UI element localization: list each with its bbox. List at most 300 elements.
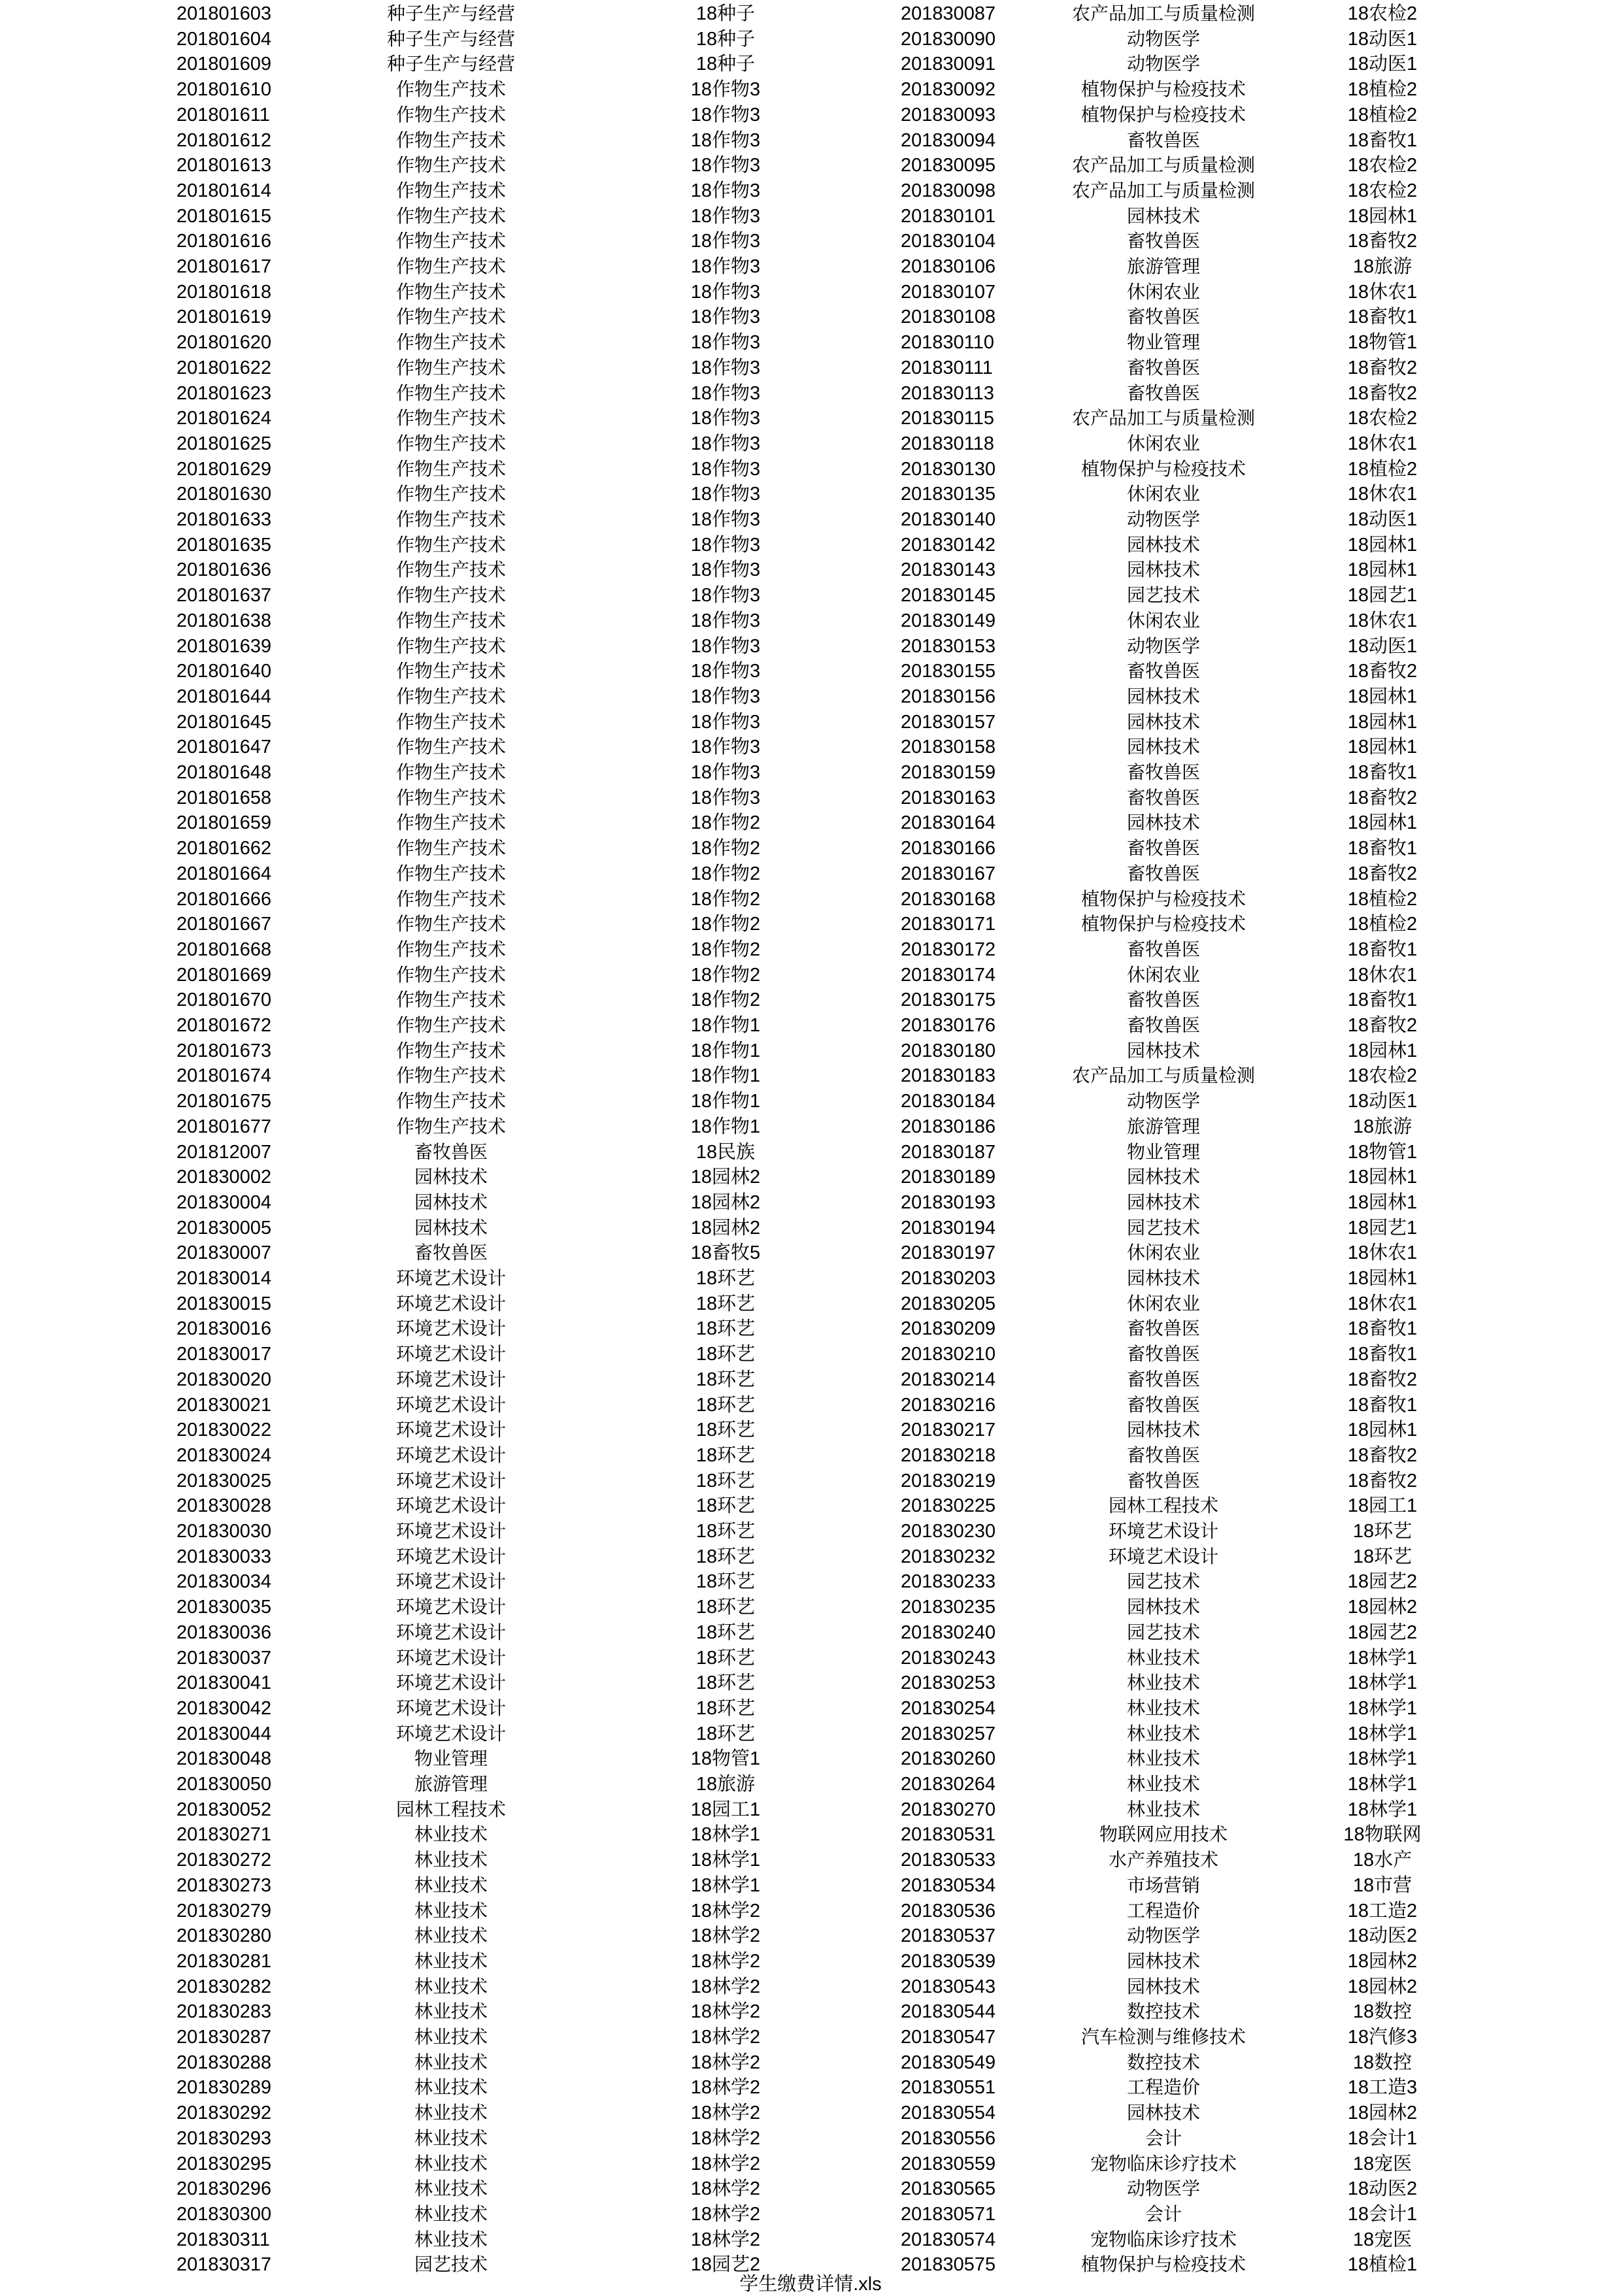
- class-cell: 18休农1: [1347, 1242, 1418, 1264]
- major-cell: 作物生产技术: [395, 938, 506, 960]
- major-cell: 植物保护与检疫技术: [1080, 2254, 1246, 2276]
- table-row: [0, 2126, 1621, 2152]
- class-cell: 18畜牧2: [1347, 357, 1418, 378]
- class-cell: 18环艺: [695, 1344, 756, 1365]
- table-row: [0, 1696, 1621, 1722]
- major-cell: 环境艺术设计: [395, 1318, 506, 1340]
- major-cell: 园林技术: [414, 1166, 488, 1188]
- major-cell: 林业技术: [414, 1950, 488, 1972]
- table-row: [0, 1, 1621, 27]
- student-id-cell: 201830113: [901, 382, 995, 404]
- major-cell: 会计: [1145, 2203, 1182, 2225]
- major-cell: 作物生产技术: [395, 432, 506, 454]
- student-id-cell: 201830288: [176, 2052, 272, 2073]
- student-id-cell: 201830106: [901, 256, 996, 277]
- class-cell: 18休农1: [1347, 484, 1418, 505]
- student-id-cell: 201801662: [176, 838, 272, 859]
- student-id-cell: 201830565: [901, 2178, 996, 2200]
- class-cell: 18环艺: [695, 1268, 756, 1289]
- major-cell: 植物保护与检疫技术: [1080, 913, 1246, 935]
- class-cell: 18园工1: [1347, 1495, 1418, 1517]
- class-cell: 18数控: [1352, 2052, 1412, 2073]
- table-row: [0, 1923, 1621, 1949]
- student-id-cell: 201830186: [901, 1116, 996, 1137]
- student-id-cell: 201830233: [901, 1571, 996, 1593]
- student-id-cell: 201830052: [176, 1799, 272, 1820]
- major-cell: 作物生产技术: [395, 407, 506, 429]
- class-cell: 18农检2: [1347, 1065, 1418, 1087]
- class-cell: 18畜牧2: [1347, 1444, 1418, 1466]
- student-id-cell: 201830167: [901, 863, 996, 884]
- major-cell: 宠物临床诊疗技术: [1090, 2228, 1237, 2250]
- table-row: [0, 1469, 1621, 1494]
- major-cell: 作物生产技术: [395, 1014, 506, 1036]
- class-cell: 18会计1: [1347, 2127, 1418, 2149]
- table-row: [0, 1240, 1621, 1266]
- class-cell: 18休农1: [1347, 964, 1418, 986]
- student-id-cell: 201830025: [176, 1470, 272, 1491]
- class-cell: 18林学1: [1347, 1647, 1418, 1669]
- class-cell: 18民族: [695, 1141, 756, 1163]
- class-cell: 18林学2: [690, 2052, 761, 2073]
- student-id-cell: 201830243: [901, 1647, 996, 1669]
- class-cell: 18作物3: [690, 711, 761, 733]
- major-cell: 作物生产技术: [395, 837, 506, 859]
- class-cell: 18休农1: [1347, 433, 1418, 454]
- major-cell: 林业技术: [1126, 1798, 1200, 1820]
- class-cell: 18种子: [695, 28, 756, 50]
- major-cell: 动物医学: [1126, 1925, 1200, 1947]
- major-cell: 作物生产技术: [395, 761, 506, 783]
- major-cell: 园林技术: [414, 1216, 488, 1239]
- major-cell: 水产养殖技术: [1108, 1849, 1218, 1871]
- class-cell: 18植检1: [1347, 2254, 1418, 2276]
- student-id-cell: 201801614: [176, 180, 272, 201]
- major-cell: 作物生产技术: [395, 78, 506, 101]
- student-id-cell: 201830254: [901, 1697, 996, 1719]
- student-id-cell: 201801630: [176, 484, 272, 505]
- major-cell: 畜牧兽医: [1126, 1444, 1200, 1466]
- student-id-cell: 201830149: [901, 610, 996, 631]
- major-cell: 作物生产技术: [395, 205, 506, 227]
- table-row: [0, 1746, 1621, 1772]
- major-cell: 数控技术: [1126, 2001, 1200, 2023]
- class-cell: 18作物2: [690, 939, 761, 960]
- major-cell: 畜牧兽医: [1126, 129, 1200, 151]
- student-id-cell: 201801668: [176, 939, 272, 960]
- table-row: [0, 608, 1621, 634]
- student-id-cell: 201830094: [901, 129, 996, 151]
- major-cell: 园林技术: [1126, 1596, 1200, 1618]
- student-id-cell: 201830536: [901, 1900, 996, 1922]
- student-id-cell: 201830554: [901, 2103, 996, 2124]
- class-cell: 18林学1: [690, 1824, 761, 1846]
- student-id-cell: 201830163: [901, 787, 996, 808]
- class-cell: 18物管1: [1347, 332, 1418, 354]
- table-row: [0, 2152, 1621, 2177]
- class-cell: 18作物1: [690, 1040, 761, 1061]
- major-cell: 作物生产技术: [395, 129, 506, 151]
- major-cell: 园林技术: [1126, 685, 1200, 707]
- table-row: [0, 305, 1621, 330]
- class-cell: 18畜牧1: [1347, 1344, 1418, 1365]
- table-row: [0, 229, 1621, 254]
- class-cell: 18环艺: [695, 1521, 756, 1542]
- student-id-cell: 201830021: [176, 1394, 272, 1416]
- class-cell: 18畜牧1: [1347, 762, 1418, 783]
- major-cell: 作物生产技术: [395, 685, 506, 707]
- table-row: [0, 1266, 1621, 1291]
- major-cell: 休闲农业: [1126, 1242, 1200, 1264]
- major-cell: 园林技术: [1126, 710, 1200, 733]
- class-cell: 18园林1: [1347, 1040, 1418, 1061]
- table-row: [0, 52, 1621, 77]
- major-cell: 园林技术: [1126, 2102, 1200, 2124]
- student-id-cell: 201830193: [901, 1191, 996, 1213]
- major-cell: 环境艺术设计: [1108, 1545, 1218, 1567]
- student-id-cell: 201830575: [901, 2254, 996, 2276]
- class-cell: 18畜牧2: [1347, 1015, 1418, 1036]
- major-cell: 林业技术: [414, 2228, 488, 2250]
- major-cell: 种子生产与经营: [386, 53, 515, 75]
- table-row: [0, 1722, 1621, 1747]
- major-cell: 园林工程技术: [1108, 1495, 1218, 1517]
- class-cell: 18畜牧2: [1347, 863, 1418, 884]
- student-id-cell: 201801623: [176, 382, 272, 404]
- student-id-cell: 201830016: [176, 1318, 272, 1340]
- table-row: [0, 583, 1621, 608]
- table-row: [0, 178, 1621, 204]
- major-cell: 作物生产技术: [395, 306, 506, 328]
- class-cell: 18农检2: [1347, 3, 1418, 24]
- student-id-cell: 201830155: [901, 661, 996, 682]
- major-cell: 环境艺术设计: [395, 1495, 506, 1517]
- student-id-cell: 201801672: [176, 1015, 272, 1036]
- major-cell: 环境艺术设计: [1108, 1520, 1218, 1542]
- major-cell: 畜牧兽医: [1126, 1368, 1200, 1390]
- table-row: [0, 1418, 1621, 1443]
- major-cell: 畜牧兽医: [1126, 989, 1200, 1011]
- major-cell: 林业技术: [414, 1899, 488, 1922]
- student-id-cell: 201830296: [176, 2178, 272, 2200]
- class-cell: 18林学2: [690, 1900, 761, 1922]
- student-id-cell: 201830092: [901, 79, 996, 101]
- class-cell: 18作物3: [690, 635, 761, 657]
- class-cell: 18林学2: [690, 2203, 761, 2225]
- major-cell: 林业技术: [1126, 1773, 1200, 1795]
- student-id-cell: 201801622: [176, 357, 272, 378]
- student-id-cell: 201830282: [176, 1976, 272, 1997]
- table-row: [0, 1089, 1621, 1114]
- major-cell: 作物生产技术: [395, 989, 506, 1011]
- class-cell: 18园林1: [1347, 686, 1418, 707]
- student-id-cell: 201830172: [901, 939, 996, 960]
- major-cell: 环境艺术设计: [395, 1343, 506, 1365]
- class-cell: 18园林1: [1347, 1420, 1418, 1441]
- student-id-cell: 201830531: [901, 1824, 996, 1846]
- class-cell: 18园艺2: [1347, 1622, 1418, 1643]
- table-row: [0, 1316, 1621, 1342]
- major-cell: 林业技术: [414, 2127, 488, 2149]
- major-cell: 林业技术: [414, 2001, 488, 2023]
- major-cell: 数控技术: [1126, 2051, 1200, 2073]
- major-cell: 作物生产技术: [395, 963, 506, 986]
- student-id-cell: 201830218: [901, 1444, 996, 1466]
- class-cell: 18作物3: [690, 559, 761, 581]
- class-cell: 18作物3: [690, 180, 761, 201]
- major-cell: 林业技术: [414, 1823, 488, 1846]
- major-cell: 畜牧兽医: [1126, 837, 1200, 859]
- major-cell: 休闲农业: [1126, 1292, 1200, 1314]
- major-cell: 动物医学: [1126, 1090, 1200, 1112]
- table-row: [0, 1646, 1621, 1671]
- class-cell: 18植检2: [1347, 79, 1418, 101]
- student-id-cell: 201801603: [176, 3, 272, 24]
- major-cell: 汽车检测与维修技术: [1080, 2026, 1246, 2048]
- table-row: [0, 1620, 1621, 1646]
- student-id-cell: 201830156: [901, 686, 996, 707]
- student-id-cell: 201830273: [176, 1874, 272, 1896]
- class-cell: 18动医1: [1347, 1091, 1418, 1112]
- student-id-cell: 201830140: [901, 509, 996, 530]
- major-cell: 旅游管理: [1126, 256, 1200, 277]
- student-id-cell: 201830293: [176, 2127, 272, 2149]
- student-id-cell: 201830287: [176, 2027, 272, 2048]
- table-row: [0, 1291, 1621, 1317]
- class-cell: 18作物3: [690, 357, 761, 378]
- major-cell: 作物生产技术: [395, 154, 506, 176]
- major-cell: 作物生产技术: [395, 256, 506, 277]
- student-id-cell: 201830111: [901, 357, 993, 378]
- student-id-cell: 201830142: [901, 534, 996, 556]
- class-cell: 18作物3: [690, 155, 761, 176]
- student-id-cell: 201801612: [176, 129, 272, 151]
- table-row: [0, 1822, 1621, 1848]
- table-row: [0, 1949, 1621, 1974]
- class-cell: 18作物3: [690, 762, 761, 783]
- class-cell: 18林学2: [690, 2027, 761, 2048]
- table-row: [0, 330, 1621, 356]
- student-id-cell: 201830166: [901, 838, 996, 859]
- class-cell: 18作物3: [690, 307, 761, 328]
- table-row: [0, 431, 1621, 457]
- class-cell: 18畜牧2: [1347, 1470, 1418, 1491]
- class-cell: 18动医1: [1347, 635, 1418, 657]
- student-id-cell: 201830135: [901, 484, 996, 505]
- class-cell: 18休农1: [1347, 281, 1418, 303]
- student-id-cell: 201830547: [901, 2027, 996, 2048]
- class-cell: 18作物3: [690, 281, 761, 303]
- major-cell: 休闲农业: [1126, 963, 1200, 986]
- table-row: [0, 2050, 1621, 2076]
- major-cell: 工程造价: [1126, 2076, 1200, 2099]
- class-cell: 18植检2: [1347, 914, 1418, 935]
- table-row: [0, 1544, 1621, 1570]
- major-cell: 林业技术: [414, 2076, 488, 2099]
- class-cell: 18环艺: [695, 1697, 756, 1719]
- table-row: [0, 2101, 1621, 2126]
- major-cell: 林业技术: [414, 2203, 488, 2225]
- student-id-cell: 201801613: [176, 155, 272, 176]
- file-name-footer: 学生缴费详情.xls: [739, 2274, 882, 2295]
- major-cell: 园艺技术: [1126, 584, 1200, 607]
- class-cell: 18园林1: [1347, 1191, 1418, 1213]
- student-id-cell: 201801658: [176, 787, 272, 808]
- major-cell: 作物生产技术: [395, 508, 506, 530]
- class-cell: 18畜牧2: [1347, 661, 1418, 682]
- class-cell: 18园林1: [1347, 205, 1418, 227]
- class-cell: 18林学2: [690, 1950, 761, 1972]
- student-id-cell: 201830015: [176, 1293, 272, 1314]
- student-id-cell: 201830158: [901, 737, 996, 758]
- major-cell: 作物生产技术: [395, 533, 506, 556]
- student-id-cell: 201830022: [176, 1420, 272, 1441]
- table-row: [0, 1165, 1621, 1190]
- major-cell: 林业技术: [1126, 1697, 1200, 1719]
- major-cell: 会计: [1145, 2127, 1182, 2149]
- class-cell: 18工造3: [1347, 2077, 1418, 2099]
- student-id-cell: 201830264: [901, 1774, 996, 1795]
- class-cell: 18种子: [695, 54, 756, 75]
- student-id-cell: 201801664: [176, 863, 272, 884]
- class-cell: 18作物3: [690, 787, 761, 808]
- class-cell: 18园林1: [1347, 1268, 1418, 1289]
- student-id-cell: 201830159: [901, 762, 996, 783]
- major-cell: 宠物临床诊疗技术: [1090, 2152, 1237, 2174]
- major-cell: 环境艺术设计: [395, 1621, 506, 1643]
- class-cell: 18动医1: [1347, 28, 1418, 50]
- major-cell: 作物生产技术: [395, 1039, 506, 1061]
- student-id-cell: 201830559: [901, 2153, 996, 2174]
- student-id-cell: 201801673: [176, 1040, 272, 1061]
- major-cell: 林业技术: [1126, 1672, 1200, 1694]
- class-cell: 18环艺: [695, 1571, 756, 1593]
- class-cell: 18汽修3: [1347, 2027, 1418, 2048]
- major-cell: 园林技术: [1126, 559, 1200, 581]
- class-cell: 18林学2: [690, 2001, 761, 2023]
- table-row: [0, 533, 1621, 558]
- class-cell: 18动医1: [1347, 509, 1418, 530]
- major-cell: 畜牧兽医: [1126, 761, 1200, 783]
- table-row: [0, 963, 1621, 988]
- major-cell: 环境艺术设计: [395, 1393, 506, 1416]
- student-id-cell: 201801611: [176, 104, 271, 125]
- student-id-cell: 201801629: [176, 458, 272, 480]
- major-cell: 园艺技术: [1126, 1571, 1200, 1593]
- student-id-cell: 201830272: [176, 1850, 272, 1871]
- major-cell: 畜牧兽医: [1126, 306, 1200, 328]
- class-cell: 18农检2: [1347, 408, 1418, 429]
- class-cell: 18作物2: [690, 838, 761, 859]
- student-id-cell: 201830180: [901, 1040, 996, 1061]
- student-id-cell: 201830317: [176, 2254, 272, 2276]
- major-cell: 作物生产技术: [395, 458, 506, 480]
- major-cell: 畜牧兽医: [414, 1140, 488, 1163]
- table-row: [0, 1216, 1621, 1241]
- class-cell: 18环艺: [695, 1723, 756, 1744]
- student-id-cell: 201830050: [176, 1774, 272, 1795]
- class-cell: 18园林2: [1347, 1597, 1418, 1618]
- table-row: [0, 557, 1621, 583]
- student-id-cell: 201830034: [176, 1571, 272, 1593]
- class-cell: 18园林1: [1347, 711, 1418, 733]
- student-id-cell: 201830035: [176, 1597, 272, 1618]
- table-row: [0, 1190, 1621, 1216]
- class-cell: 18林学1: [690, 1874, 761, 1896]
- class-cell: 18环艺: [1352, 1521, 1412, 1542]
- table-row: [0, 760, 1621, 786]
- student-id-cell: 201830574: [901, 2229, 996, 2250]
- student-id-cell: 201830311: [176, 2229, 271, 2250]
- major-cell: 环境艺术设计: [395, 1646, 506, 1669]
- student-id-cell: 201801639: [176, 635, 272, 657]
- student-id-cell: 201830551: [901, 2077, 996, 2099]
- major-cell: 市场营销: [1126, 1874, 1200, 1896]
- student-id-cell: 201830571: [901, 2203, 996, 2225]
- class-cell: 18作物2: [690, 888, 761, 910]
- class-cell: 18旅游: [695, 1774, 756, 1795]
- class-cell: 18植检2: [1347, 104, 1418, 125]
- major-cell: 园艺技术: [1126, 1216, 1200, 1239]
- student-id-cell: 201801640: [176, 661, 272, 682]
- table-row: [0, 887, 1621, 912]
- table-row: [0, 1519, 1621, 1544]
- student-id-cell: 201830230: [901, 1521, 996, 1542]
- major-cell: 环境艺术设计: [395, 1520, 506, 1542]
- student-id-cell: 201830289: [176, 2077, 272, 2099]
- student-id-cell: 201801625: [176, 433, 272, 454]
- student-id-cell: 201830157: [901, 711, 996, 733]
- student-id-cell: 201830214: [901, 1369, 996, 1390]
- class-cell: 18工造2: [1347, 1900, 1418, 1922]
- class-cell: 18作物1: [690, 1091, 761, 1112]
- major-cell: 林业技术: [414, 2102, 488, 2124]
- class-cell: 18园林2: [690, 1217, 761, 1239]
- student-id-cell: 201830205: [901, 1293, 996, 1314]
- class-cell: 18作物3: [690, 610, 761, 631]
- table-row: [0, 1899, 1621, 1924]
- major-cell: 环境艺术设计: [395, 1368, 506, 1390]
- student-id-cell: 201830271: [176, 1824, 272, 1846]
- table-row: [0, 634, 1621, 659]
- class-cell: 18作物3: [690, 382, 761, 404]
- major-cell: 作物生产技术: [395, 356, 506, 378]
- class-cell: 18作物3: [690, 737, 761, 758]
- class-cell: 18林学2: [690, 2153, 761, 2174]
- major-cell: 环境艺术设计: [395, 1292, 506, 1314]
- major-cell: 环境艺术设计: [395, 1571, 506, 1593]
- student-id-cell: 201830283: [176, 2001, 272, 2023]
- table-row: [0, 507, 1621, 533]
- table-row: [0, 1848, 1621, 1873]
- class-cell: 18农检2: [1347, 180, 1418, 201]
- class-cell: 18作物3: [690, 231, 761, 252]
- class-cell: 18宠医: [1352, 2229, 1412, 2250]
- student-id-cell: 201830174: [901, 964, 996, 986]
- class-cell: 18畜牧1: [1347, 838, 1418, 859]
- class-cell: 18林学1: [1347, 1774, 1418, 1795]
- student-id-cell: 201830104: [901, 231, 996, 252]
- table-row: [0, 937, 1621, 963]
- major-cell: 作物生产技术: [395, 736, 506, 758]
- major-cell: 园林技术: [1126, 1950, 1200, 1972]
- class-cell: 18作物2: [690, 914, 761, 935]
- student-id-cell: 201830110: [901, 332, 995, 354]
- student-id-cell: 201830095: [901, 155, 996, 176]
- major-cell: 作物生产技术: [395, 786, 506, 808]
- class-cell: 18种子: [695, 3, 756, 24]
- major-cell: 畜牧兽医: [1126, 1014, 1200, 1036]
